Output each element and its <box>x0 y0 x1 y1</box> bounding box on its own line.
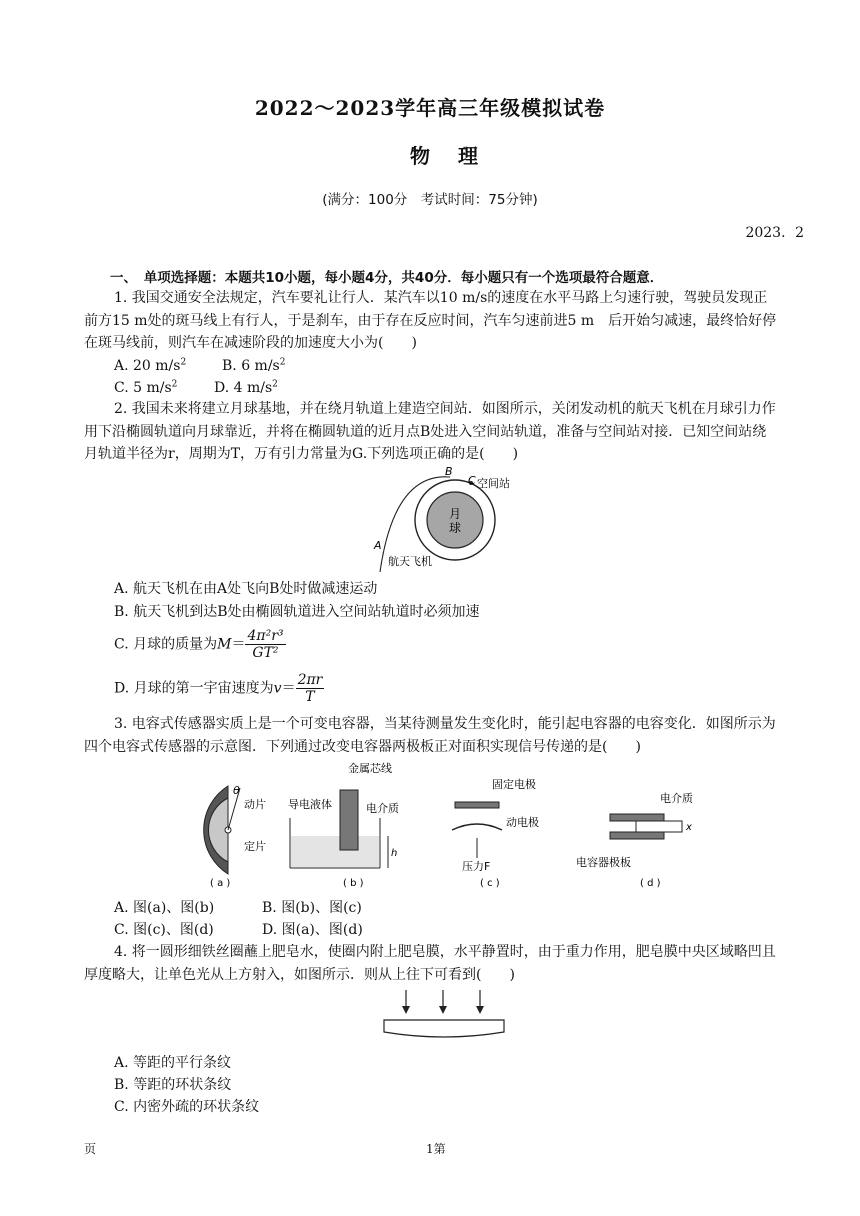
svg-text:定片: 定片 <box>244 840 266 853</box>
svg-text:θ: θ <box>233 784 240 797</box>
svg-text:x: x <box>686 822 692 833</box>
q2-option-d: D. 月球的第一宇宙速度为v＝ $\frac{2\pi r}{T}$ <box>114 672 323 705</box>
moon-orbit-figure <box>360 462 550 572</box>
velocity-fraction: $\frac{2\pi r}{T}$ <box>297 672 323 705</box>
page-title: 2022～2023学年高三年级模拟试卷 <box>254 96 606 120</box>
soap-film <box>384 1020 504 1037</box>
question-1-stem: 1. 我国交通安全法规定，汽车要礼让行人．某汽车以10 m/s的速度在水平马路上匀速行驶，驾驶员发现正前方15 m处的斑马线上有行人，于是刹车，由于存在反应时间，汽车匀速前进5 m 后开始匀减速，最终恰好停在斑马线前，则汽车在减速阶段的加速度大小为( ) <box>84 290 777 351</box>
exam-info: (满分：100分 考试时间：75分钟) <box>322 192 538 208</box>
svg-text:压力F: 压力F <box>462 860 491 873</box>
svg-text:电介质: 电介质 <box>660 792 693 805</box>
q3-option-c: C. 图(c)、图(d) <box>114 922 214 938</box>
q4-option-c: C. 内密外疏的环状条纹 <box>114 1099 260 1115</box>
svg-text:( d ): ( d ) <box>640 878 661 889</box>
soap-film-figure <box>380 990 510 1040</box>
exam-date: 2023．2 <box>745 225 804 241</box>
q4-option-b: B. 等距的环状条纹 <box>114 1077 232 1093</box>
q2-option-a: A. 航天飞机在由A处飞向B处时做减速运动 <box>114 581 378 597</box>
subject-title: 物理 <box>410 144 506 168</box>
figure-d <box>576 791 693 889</box>
footer-left: 页 <box>84 1142 97 1156</box>
section-heading: 一、 单项选择题：本题共10小题，每小题4分，共40分．每小题只有一个选项最符合题意． <box>110 270 664 286</box>
q4-option-a: A. 等距的平行条纹 <box>114 1055 232 1071</box>
figure-b <box>288 761 399 889</box>
label-a: A <box>374 539 382 552</box>
page-number: 1第 <box>426 1142 446 1156</box>
svg-text:金属芯线: 金属芯线 <box>348 762 392 775</box>
q2-option-c: C. 月球的质量为M＝ $\frac{\text{4π²r³}}{\text{GT²}}$ <box>114 628 284 661</box>
svg-text:电容器极板: 电容器极板 <box>576 856 631 869</box>
svg-text:固定电极: 固定电极 <box>492 778 536 791</box>
capacitor-sensors-figure <box>180 758 720 894</box>
label-c: C <box>468 474 476 487</box>
label-moon-1: 月 <box>449 507 462 521</box>
figure-a <box>204 784 266 889</box>
svg-text:h: h <box>391 848 398 859</box>
q3-option-b: B. 图(b)、图(c) <box>262 900 362 916</box>
q1-option-b: B. 6 $m/s^2$ <box>222 357 286 374</box>
label-b: B <box>445 465 453 478</box>
question-2-stem: 2. 我国未来将建立月球基地，并在绕月轨道上建造空间站．如图所示，关闭发动机的航天飞机在月球引力作用下沿椭圆轨道向月球靠近，并将在椭圆轨道的近月点B处进入空间站轨道，准备与空间站对接．已知空间站绕月轨道半径为r，周期为T，万有引力常量为G.下列选项正确的是( ) <box>84 401 776 462</box>
q3-option-d: D. 图(a)、图(d) <box>262 922 363 938</box>
q2-option-b: B. 航天飞机到达B处由椭圆轨道进入空间站轨道时必须加速 <box>114 604 480 620</box>
svg-text:( c ): ( c ) <box>480 878 500 889</box>
svg-text:( a ): ( a ) <box>210 878 231 889</box>
q1-option-c: C. 5 $m/s^2$ <box>114 379 178 396</box>
svg-text:动片: 动片 <box>244 798 266 811</box>
svg-text:( b ): ( b ) <box>343 878 364 889</box>
label-station: 空间站 <box>477 477 510 490</box>
q3-option-a: A. 图(a)、图(b) <box>114 900 215 916</box>
label-shuttle: 航天飞机 <box>388 555 432 568</box>
mass-fraction: $\frac{\text{4π²r³}}{\text{GT²}}$ <box>247 628 284 661</box>
label-moon-2: 球 <box>449 521 462 535</box>
question-4-stem: 4. 将一圆形细铁丝圈蘸上肥皂水，使圈内附上肥皂膜，水平静置时，由于重力作用，肥皂膜中央区域略凹且厚度略大，让单色光从上方射入，如图所示．则从上往下可看到( ) <box>84 944 776 983</box>
svg-text:电介质: 电介质 <box>366 802 399 815</box>
svg-text:导电液体: 导电液体 <box>288 798 332 811</box>
q1-option-a: A. 20 $m/s^2$ <box>114 357 187 374</box>
question-3-stem: 3. 电容式传感器实质上是一个可变电容器，当某待测量发生变化时，能引起电容器的电容变化．如图所示为四个电容式传感器的示意图．下列通过改变电容器两极板正对面积实现信号传递的是( ) <box>84 716 776 755</box>
figure-c <box>452 777 539 889</box>
svg-text:动电极: 动电极 <box>506 816 539 829</box>
q1-option-d: D. 4 $m/s^2$ <box>214 379 278 396</box>
